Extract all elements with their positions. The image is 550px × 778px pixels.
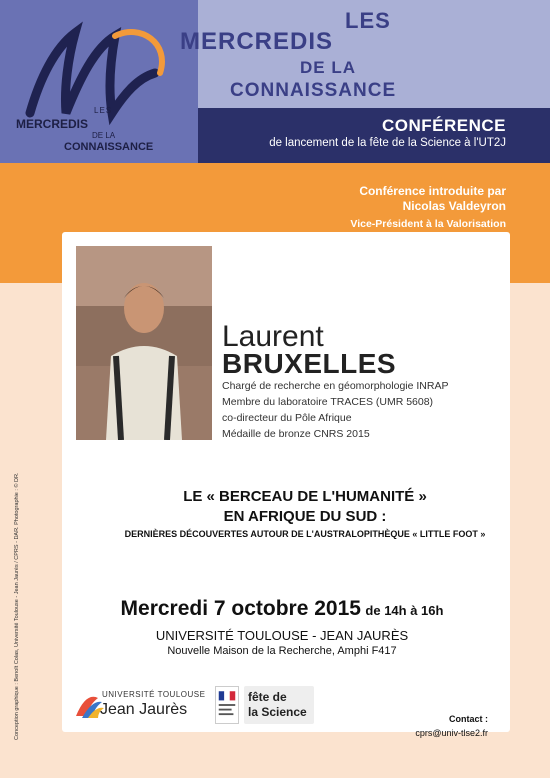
speaker-first-name: Laurent <box>222 320 324 353</box>
title-connaissance: CONNAISSANCE <box>230 80 397 101</box>
intro-line-1: Conférence introduite par <box>359 184 506 198</box>
contact-label: Contact : <box>449 714 488 724</box>
lecture-subtitle: DERNIÈRES DÉCOUVERTES AUTOUR DE L'AUSTRALOPITHÈQUE « LITTLE FOOT » <box>124 529 486 539</box>
event-date <box>62 597 502 621</box>
event-time: de 14h à 16h <box>365 603 444 618</box>
title-les: LES <box>345 8 391 33</box>
photo-credit: Conception graphique : Benoît Colas, Université Toulouse - Jean Jaurès / CPRS - DAR. Photographie : © DR. <box>14 472 20 740</box>
speaker-bio-line: Membre du laboratoire TRACES (UMR 5608) <box>222 396 434 408</box>
title-mercredis: MERCREDIS <box>180 28 334 55</box>
republique-francaise-logo-icon <box>215 686 239 724</box>
lecture-title-line-2: EN AFRIQUE DU SUD : <box>223 508 387 525</box>
logo-de-la: DE LA <box>92 131 116 140</box>
intro-line-2: Nicolas Valdeyron <box>402 199 506 213</box>
conference-subtitle: de lancement de la fête de la Science à l'UT2J <box>269 137 506 149</box>
ut2j-logo-name: Jean Jaurès <box>100 701 188 718</box>
logo-les: LES <box>94 106 113 115</box>
event-university: UNIVERSITÉ TOULOUSE - JEAN JAURÈS <box>155 628 409 643</box>
intro-line-3: Vice-Président à la Valorisation <box>350 218 506 230</box>
lecture-title-line-1: LE « BERCEAU DE L'HUMANITÉ » <box>183 488 427 505</box>
conference-title: CONFÉRENCE <box>381 116 506 135</box>
logo-connaissance: CONNAISSANCE <box>64 141 154 153</box>
speaker-photo <box>76 246 212 440</box>
speaker-bio-line: co-directeur du Pôle Afrique <box>222 412 352 424</box>
fete-logo-line-2: la Science <box>248 705 307 719</box>
logo-mercredis: MERCREDIS <box>16 117 89 131</box>
ut2j-logo-small: UNIVERSITÉ TOULOUSE <box>102 690 206 699</box>
title-de-la: DE LA <box>300 58 356 77</box>
fete-logo-line-1: fête de <box>248 690 287 704</box>
event-date-text: Mercredi 7 octobre 2015 <box>120 597 361 620</box>
event-place: Nouvelle Maison de la Recherche, Amphi F417 <box>167 645 397 657</box>
contact-email: cprs@univ-tlse2.fr <box>415 728 488 738</box>
speaker-last-name: BRUXELLES <box>222 348 397 379</box>
speaker-bio-line: Chargé de recherche en géomorphologie INRAP <box>222 380 449 392</box>
speaker-bio-line: Médaille de bronze CNRS 2015 <box>222 428 370 440</box>
